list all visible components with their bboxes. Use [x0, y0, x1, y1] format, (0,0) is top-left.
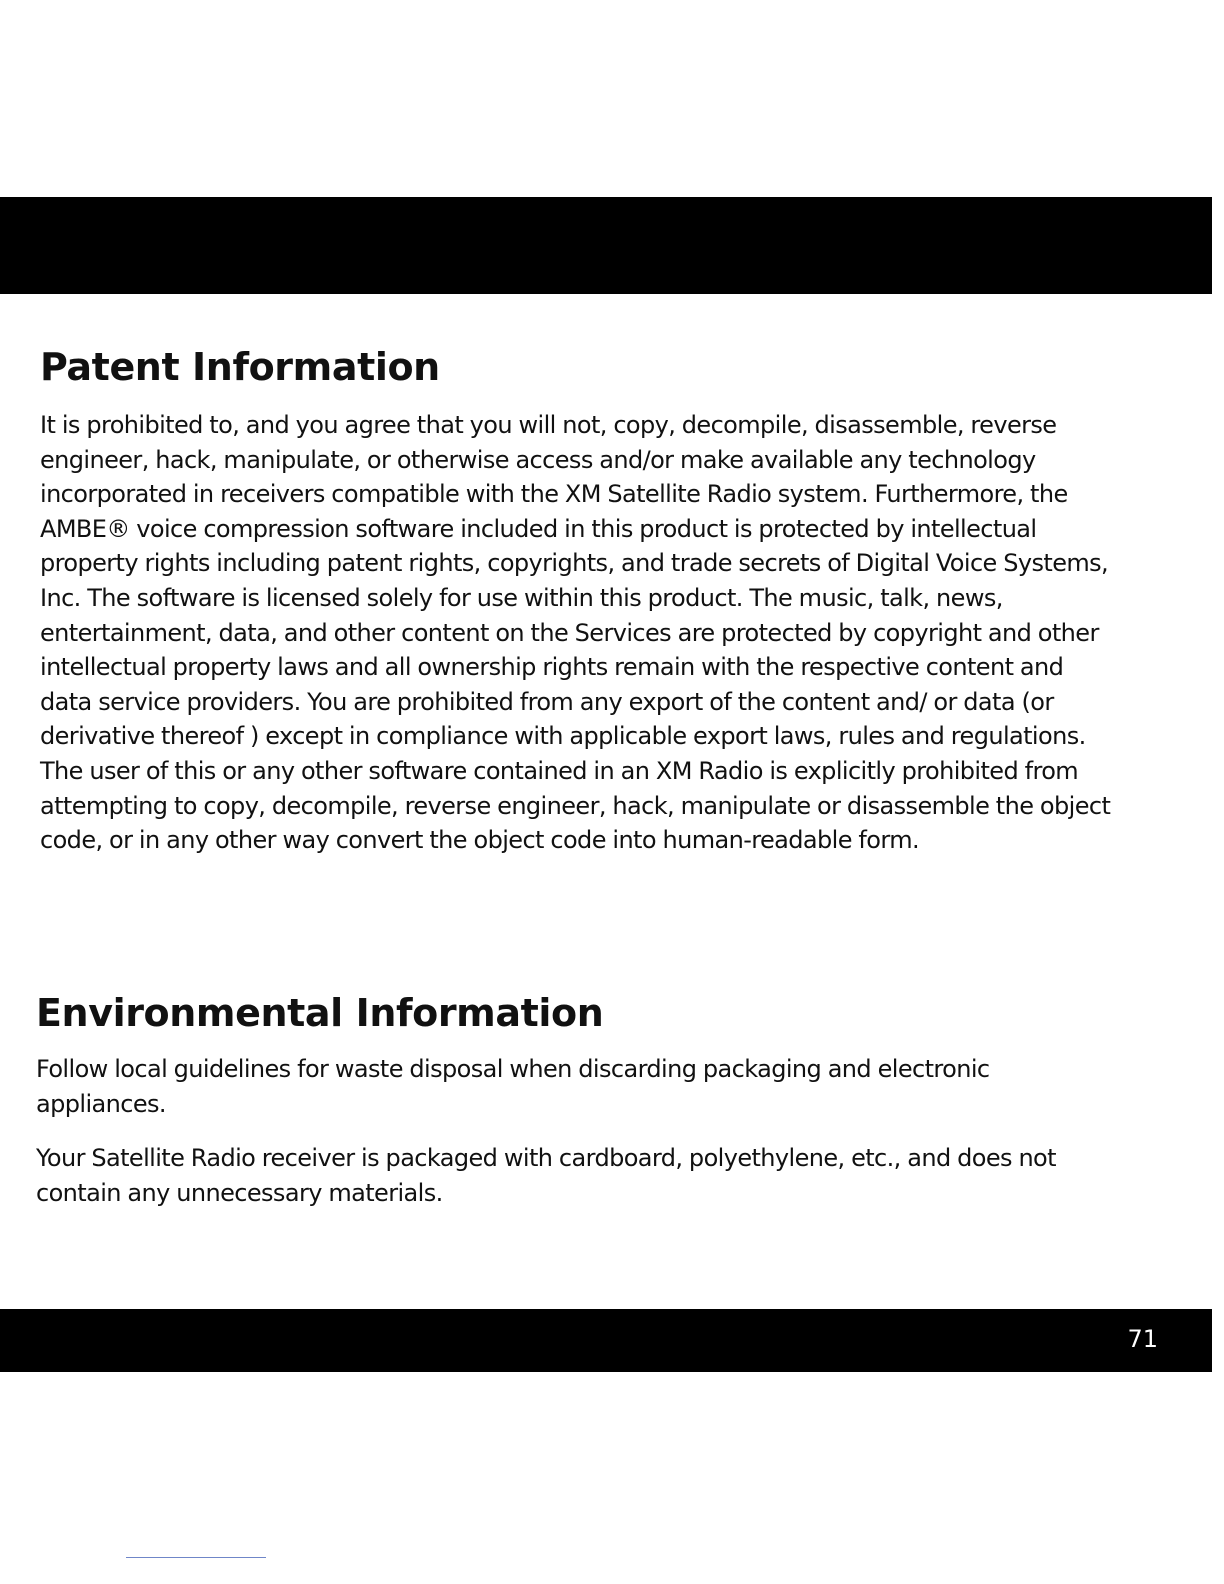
environmental-paragraph-2: Your Satellite Radio receiver is packaged with cardboard, polyethylene, etc., and does not contain any unnecessary materials. — [36, 1144, 1056, 1207]
patent-heading: Patent Information — [40, 345, 440, 389]
environmental-section — [36, 988, 1116, 1210]
environmental-paragraph-1: Follow local guidelines for waste disposal when discarding packaging and electronic appliances. — [36, 1055, 990, 1118]
bottom-black-bar — [0, 1309, 1212, 1372]
patent-section — [40, 342, 1120, 858]
patent-paragraph: It is prohibited to, and you agree that you will not, copy, decompile, disassemble, reverse engineer, hack, manipulate, or otherwise access and/or make available any technology incorporated in receivers compatible with the XM Satellite Radio system. Furthermore, the AMBE® voice compression software included in this product is protected by intellectual property rights including patent rights, copyrights, and trade secrets of Digital Voice Systems, Inc. The software is licensed solely for use within this product. The music, talk, news, entertainment, data, and other content on the Services are protected by copyright and other intellectual property laws and all ownership rights remain with the respective content and data service providers. You are prohibited from any export of the content and/ or data (or derivative thereof ) except in compliance with applicable export laws, rules and regulations. The user of this or any other software contained in an XM Radio is explicitly prohibited from attempting to copy, decompile, reverse engineer, hack, manipulate or disassemble the object code, or in any other way convert the object code into human-readable form. — [40, 411, 1111, 855]
top-black-bar — [0, 197, 1212, 294]
bottom-rule-line — [126, 1557, 266, 1558]
environmental-heading: Environmental Information — [36, 991, 604, 1035]
page-number: 71 — [1127, 1325, 1158, 1353]
